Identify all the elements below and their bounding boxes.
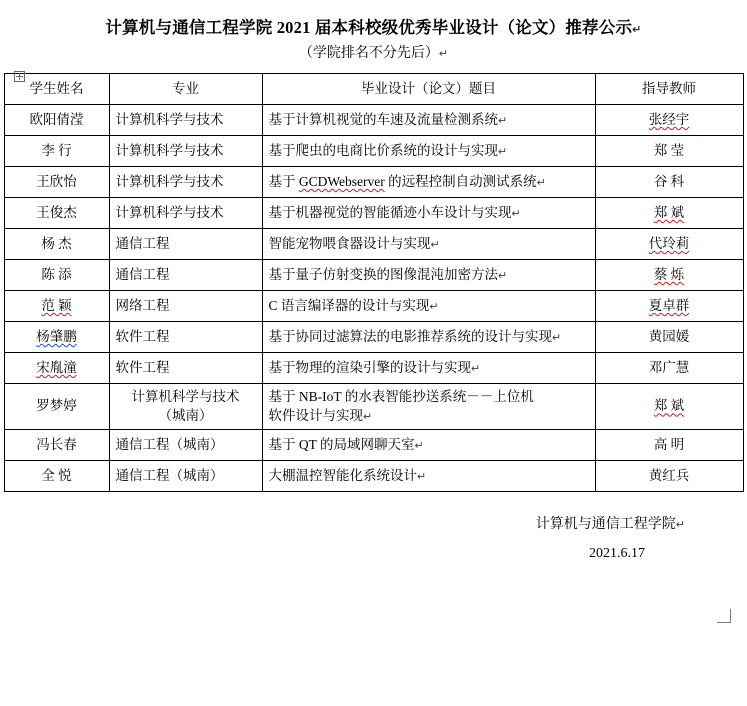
cell-student-name: 杨 杰 <box>4 229 109 260</box>
cell-student-name <box>4 353 109 384</box>
cell-student-name: 李 行 <box>4 136 109 167</box>
page-title <box>36 16 711 39</box>
page-subtitle <box>0 45 747 63</box>
signature-organization <box>0 510 711 539</box>
paragraph-mark-icon: ↵ <box>632 24 642 36</box>
topic-suffix: 的远程控制自动测试系统 <box>384 174 537 190</box>
cell-student-name: 陈 添 <box>4 260 109 291</box>
major-line-1: 计算机科学与技术 <box>131 389 240 405</box>
topic-text: 基于机器视觉的智能循迹小车设计与实现 <box>268 205 512 221</box>
mentor-name: 代玲莉 <box>648 236 690 252</box>
major-line-2: （城南） <box>158 407 213 423</box>
topic-text: 智能宠物喂食器设计与实现 <box>268 236 431 252</box>
topic-prefix: 基于 <box>268 174 299 190</box>
signature-block <box>0 510 747 569</box>
cell-major: 计算机科学与技术 <box>109 167 262 198</box>
paragraph-mark-icon: ↵ <box>414 439 424 452</box>
cell-topic <box>262 322 595 353</box>
recommendation-table <box>4 73 744 491</box>
page-subtitle-text: （学院排名不分先后） <box>298 46 439 62</box>
cell-major: 网络工程 <box>109 291 262 322</box>
signature-date: 2021.6.17 <box>589 546 645 562</box>
table-row <box>4 384 743 429</box>
cell-topic <box>262 229 595 260</box>
topic-text: 基于爬虫的电商比价系统的设计与实现 <box>268 143 498 159</box>
cell-major: 通信工程 <box>109 260 262 291</box>
cell-mentor <box>595 384 743 429</box>
cell-topic <box>262 260 595 291</box>
cell-student-name <box>4 291 109 322</box>
topic-text: 大棚温控智能化系统设计 <box>268 467 417 483</box>
paragraph-mark-icon: ↵ <box>498 270 508 283</box>
topic-text: C 语言编译器的设计与实现 <box>268 298 430 314</box>
paragraph-mark-icon: ↵ <box>438 48 449 61</box>
paragraph-mark-icon: ↵ <box>363 410 373 423</box>
cell-topic <box>262 384 595 429</box>
page-corner-marker-icon <box>717 609 731 623</box>
cell-major: 软件工程 <box>109 322 262 353</box>
paragraph-mark-icon: ↵ <box>498 146 508 159</box>
cell-major: 通信工程（城南） <box>109 460 262 491</box>
cell-student-name: 罗梦婷 <box>4 384 109 429</box>
cell-major: 计算机科学与技术 <box>109 136 262 167</box>
table-row <box>4 136 743 167</box>
paragraph-mark-icon: ↵ <box>417 470 427 483</box>
topic-text: 基于协同过滤算法的电影推荐系统的设计与实现 <box>268 329 552 345</box>
cell-topic <box>262 136 595 167</box>
cell-student-name: 冯长春 <box>4 429 109 460</box>
organization-text: 计算机与通信工程学院 <box>535 516 676 532</box>
paragraph-mark-icon: ↵ <box>511 208 521 221</box>
table-row <box>4 260 743 291</box>
table-row <box>4 105 743 136</box>
table-row <box>4 460 743 491</box>
cell-student-name: 欧阳倩滢 <box>4 105 109 136</box>
table-row <box>4 291 743 322</box>
cell-student-name: 王俊杰 <box>4 198 109 229</box>
cell-mentor: 黄园媛 <box>595 322 743 353</box>
cell-mentor: 高 明 <box>595 429 743 460</box>
column-header-major: 专业 <box>109 74 262 105</box>
cell-major <box>109 384 262 429</box>
column-header-mentor: 指导教师 <box>595 74 743 105</box>
topic-text: 基于量子仿射变换的图像混沌加密方法 <box>268 267 498 283</box>
column-header-name: 学生姓名 <box>4 74 109 105</box>
paragraph-mark-icon: ↵ <box>675 518 685 531</box>
column-header-topic: 毕业设计（论文）题目 <box>262 74 595 105</box>
topic-line-1: 基于 NB-IoT 的水表智能抄送系统－－上位机 <box>268 389 534 405</box>
topic-line-2: 软件设计与实现 <box>268 407 363 423</box>
cell-topic <box>262 291 595 322</box>
document-page <box>0 16 747 706</box>
cell-topic <box>262 460 595 491</box>
cell-major: 计算机科学与技术 <box>109 105 262 136</box>
mentor-name: 郑 斌 <box>653 398 685 414</box>
cell-mentor <box>595 291 743 322</box>
cell-major: 计算机科学与技术 <box>109 198 262 229</box>
cell-mentor <box>595 105 743 136</box>
paragraph-mark-icon: ↵ <box>471 363 481 376</box>
cell-mentor: 谷 科 <box>595 167 743 198</box>
student-name: 范 颖 <box>41 298 72 314</box>
mentor-name: 张经宇 <box>648 112 690 128</box>
table-row <box>4 229 743 260</box>
paragraph-mark-icon: ↵ <box>536 177 546 190</box>
table-row <box>4 198 743 229</box>
cell-major: 通信工程 <box>109 229 262 260</box>
cell-student-name: 王欣怡 <box>4 167 109 198</box>
table-row <box>4 322 743 353</box>
table-row <box>4 429 743 460</box>
page-title-text: 计算机与通信工程学院 2021 届本科校级优秀毕业设计（论文）推荐公示 <box>105 18 633 37</box>
table-row <box>4 167 743 198</box>
paragraph-mark-icon: ↵ <box>552 332 562 345</box>
table-header-row <box>4 74 743 105</box>
cell-topic <box>262 167 595 198</box>
topic-text: 基于 QT 的局域网聊天室 <box>268 436 415 452</box>
topic-text: 基于物理的渲染引擎的设计与实现 <box>268 360 471 376</box>
mentor-name: 蔡 烁 <box>653 267 685 283</box>
table-row <box>4 353 743 384</box>
mentor-name: 夏卓群 <box>648 298 690 314</box>
topic-marked-term: GCDWebserver <box>298 174 385 190</box>
mentor-name: 郑 斌 <box>653 205 685 221</box>
cell-student-name: 全 悦 <box>4 460 109 491</box>
topic-text: 基于计算机视觉的车速及流量检测系统 <box>268 112 498 128</box>
paragraph-mark-icon: ↵ <box>430 239 440 252</box>
cell-mentor: 黄红兵 <box>595 460 743 491</box>
cell-mentor <box>595 260 743 291</box>
cell-topic <box>262 198 595 229</box>
cell-major: 通信工程（城南） <box>109 429 262 460</box>
paragraph-mark-icon: ↵ <box>429 301 439 314</box>
cell-major: 软件工程 <box>109 353 262 384</box>
student-name: 宋胤潼 <box>36 360 77 376</box>
cell-topic <box>262 429 595 460</box>
cell-topic <box>262 105 595 136</box>
object-anchor-icon[interactable] <box>14 71 25 82</box>
cell-mentor: 邓广慧 <box>595 353 743 384</box>
student-name: 杨肇鹏 <box>36 329 77 345</box>
cell-mentor <box>595 198 743 229</box>
paragraph-mark-icon: ↵ <box>498 115 508 128</box>
cell-student-name <box>4 322 109 353</box>
cell-topic <box>262 353 595 384</box>
cell-mentor: 郑 莹 <box>595 136 743 167</box>
cell-mentor <box>595 229 743 260</box>
